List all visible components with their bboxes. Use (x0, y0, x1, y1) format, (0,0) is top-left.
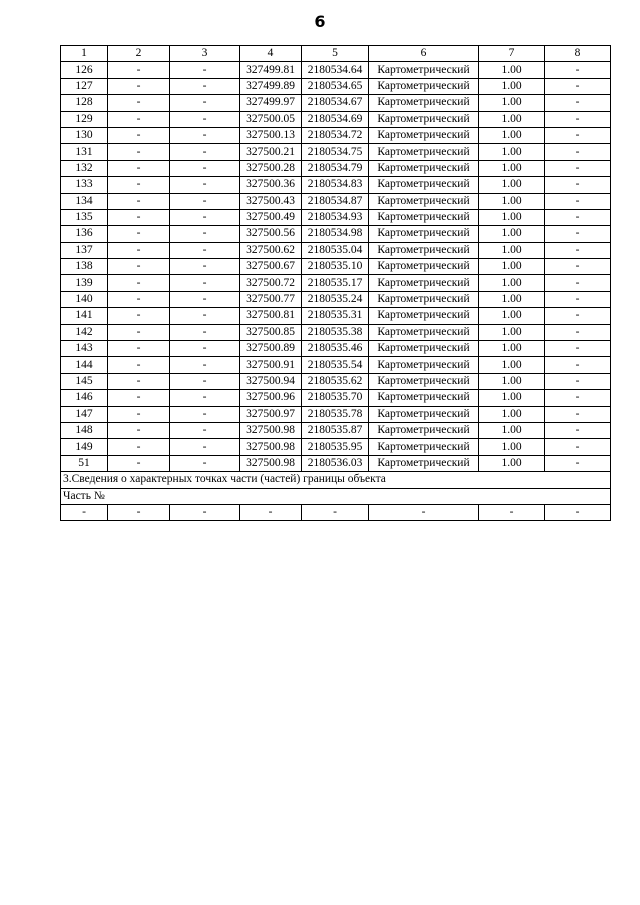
table-row (61, 111, 611, 127)
table-cell: - (170, 291, 240, 307)
table-row (61, 259, 611, 275)
table-cell: Картометрический (369, 259, 479, 275)
table-cell: - (545, 390, 611, 406)
table-row (61, 160, 611, 176)
table-row (61, 127, 611, 143)
table-cell: - (108, 62, 170, 78)
table-cell: Картометрический (369, 226, 479, 242)
table-cell: 2180535.31 (302, 308, 369, 324)
table-cell: - (108, 242, 170, 258)
table-cell: - (170, 324, 240, 340)
table-cell: 1.00 (479, 226, 545, 242)
table-cell: 2180535.46 (302, 341, 369, 357)
table-cell: Картометрический (369, 308, 479, 324)
table-row (61, 275, 611, 291)
table-cell: 140 (61, 291, 108, 307)
table-cell: 2180535.17 (302, 275, 369, 291)
table-row (61, 193, 611, 209)
table-row (61, 144, 611, 160)
table-cell: 8 (545, 46, 611, 62)
table-cell: 1.00 (479, 95, 545, 111)
table-cell: - (61, 504, 108, 520)
table-cell: - (108, 127, 170, 143)
table-cell: 130 (61, 127, 108, 143)
table-cell: Картометрический (369, 111, 479, 127)
section-title-row (61, 472, 611, 488)
table-cell: - (108, 439, 170, 455)
table-row (61, 308, 611, 324)
table-cell: - (108, 341, 170, 357)
table-cell: 3 (170, 46, 240, 62)
table-row (61, 291, 611, 307)
table-cell: 327500.21 (240, 144, 302, 160)
table-cell: - (545, 177, 611, 193)
table-cell: - (170, 373, 240, 389)
table-cell: - (545, 127, 611, 143)
table-cell: - (170, 259, 240, 275)
table-cell: 1.00 (479, 78, 545, 94)
coordinates-table (60, 45, 611, 521)
table-cell: 2180534.93 (302, 209, 369, 225)
table-cell: - (170, 144, 240, 160)
table-cell: - (545, 406, 611, 422)
table-cell: - (170, 111, 240, 127)
table-cell: - (170, 308, 240, 324)
table-cell: Картометрический (369, 373, 479, 389)
part-label-row (61, 488, 611, 504)
table-cell: - (545, 308, 611, 324)
table-cell: - (108, 275, 170, 291)
table-cell: 2180534.79 (302, 160, 369, 176)
table-cell: 2180534.72 (302, 127, 369, 143)
table-cell: - (170, 439, 240, 455)
table-cell: Картометрический (369, 95, 479, 111)
table-cell: 1.00 (479, 177, 545, 193)
table-cell: - (479, 504, 545, 520)
table-cell: 126 (61, 62, 108, 78)
table-cell: 327499.97 (240, 95, 302, 111)
table-cell: - (369, 504, 479, 520)
table-cell: 132 (61, 160, 108, 176)
table-cell: - (170, 390, 240, 406)
table-cell: 2180534.65 (302, 78, 369, 94)
table-cell: - (545, 324, 611, 340)
table-row (61, 62, 611, 78)
table-cell: - (545, 439, 611, 455)
table-cell: - (545, 242, 611, 258)
table-cell: - (170, 341, 240, 357)
table-cell: - (170, 275, 240, 291)
table-cell: 2180535.04 (302, 242, 369, 258)
part-label: Часть № (61, 488, 611, 504)
table-cell: 327500.05 (240, 111, 302, 127)
table-cell: 327500.81 (240, 308, 302, 324)
table-cell: 327500.67 (240, 259, 302, 275)
table-cell: - (170, 422, 240, 438)
table-row (61, 439, 611, 455)
table-cell: 2180534.75 (302, 144, 369, 160)
table-cell: - (108, 209, 170, 225)
table-cell: - (545, 209, 611, 225)
table-cell: 1.00 (479, 144, 545, 160)
table-cell: - (170, 95, 240, 111)
table-cell: 1.00 (479, 341, 545, 357)
table-cell: 327500.49 (240, 209, 302, 225)
table-cell: 1.00 (479, 193, 545, 209)
table-cell: 1.00 (479, 291, 545, 307)
table-cell: 2180534.83 (302, 177, 369, 193)
table-cell: - (170, 226, 240, 242)
table-cell: 1.00 (479, 390, 545, 406)
table-cell: 7 (479, 46, 545, 62)
table-cell: Картометрический (369, 62, 479, 78)
table-cell: 133 (61, 177, 108, 193)
table-cell: - (545, 111, 611, 127)
table-cell: 327500.43 (240, 193, 302, 209)
table-cell: 1.00 (479, 357, 545, 373)
table-cell: 327500.62 (240, 242, 302, 258)
table-cell: 135 (61, 209, 108, 225)
table-cell: Картометрический (369, 390, 479, 406)
table-cell: - (108, 160, 170, 176)
table-cell: Картометрический (369, 209, 479, 225)
table-cell: 2180534.69 (302, 111, 369, 127)
table-cell: - (545, 275, 611, 291)
table-cell: - (170, 193, 240, 209)
table-cell: 327500.56 (240, 226, 302, 242)
table-row (61, 209, 611, 225)
page-number: 6 (314, 12, 326, 31)
table-cell: - (108, 95, 170, 111)
table-cell: Картометрический (369, 324, 479, 340)
table-cell: - (170, 78, 240, 94)
table-cell: - (170, 504, 240, 520)
table-cell: - (545, 341, 611, 357)
table-cell: - (545, 422, 611, 438)
table-cell: 2180534.67 (302, 95, 369, 111)
table-cell: - (170, 62, 240, 78)
table-row (61, 406, 611, 422)
table-cell: - (302, 504, 369, 520)
table-cell: - (545, 193, 611, 209)
table-cell: Картометрический (369, 127, 479, 143)
table-cell: 1.00 (479, 242, 545, 258)
table-cell: 136 (61, 226, 108, 242)
table-cell: 4 (240, 46, 302, 62)
table-cell: 1.00 (479, 111, 545, 127)
table-row (61, 177, 611, 193)
table-cell: - (108, 308, 170, 324)
table-row (61, 242, 611, 258)
table-cell: - (170, 406, 240, 422)
table-cell: - (108, 406, 170, 422)
table-cell: 327500.98 (240, 439, 302, 455)
table-cell: 1.00 (479, 422, 545, 438)
table-cell: - (108, 144, 170, 160)
table-row (61, 455, 611, 471)
table-cell: - (170, 177, 240, 193)
table-header-row (61, 46, 611, 62)
table-cell: 131 (61, 144, 108, 160)
table-cell: 1.00 (479, 308, 545, 324)
table-cell: Картометрический (369, 291, 479, 307)
table-cell: 2180534.87 (302, 193, 369, 209)
table-cell: - (545, 95, 611, 111)
table-cell: - (170, 455, 240, 471)
table-cell: Картометрический (369, 455, 479, 471)
table-cell: - (545, 504, 611, 520)
table-cell: 1.00 (479, 373, 545, 389)
table-cell: 2180534.64 (302, 62, 369, 78)
table-cell: - (545, 357, 611, 373)
table-cell: - (170, 127, 240, 143)
table-cell: 2180535.95 (302, 439, 369, 455)
table-cell: - (545, 78, 611, 94)
table-cell: 134 (61, 193, 108, 209)
table-cell: - (545, 291, 611, 307)
table-cell: Картометрический (369, 177, 479, 193)
table-cell: - (108, 259, 170, 275)
table-cell: 2180535.78 (302, 406, 369, 422)
table-cell: 327500.91 (240, 357, 302, 373)
table-cell: - (170, 242, 240, 258)
table-cell: Картометрический (369, 439, 479, 455)
table-cell: 149 (61, 439, 108, 455)
table-cell: 142 (61, 324, 108, 340)
table-cell: 5 (302, 46, 369, 62)
table-cell: 2180535.24 (302, 291, 369, 307)
table-cell: Картометрический (369, 242, 479, 258)
table-cell: 1.00 (479, 455, 545, 471)
table-cell: 145 (61, 373, 108, 389)
table-cell: Картометрический (369, 160, 479, 176)
table-row (61, 95, 611, 111)
table-cell: 327500.28 (240, 160, 302, 176)
table-cell: - (240, 504, 302, 520)
table-cell: - (108, 357, 170, 373)
table-cell: 51 (61, 455, 108, 471)
table-cell: Картометрический (369, 275, 479, 291)
table-cell: 2 (108, 46, 170, 62)
table-row (61, 78, 611, 94)
table-cell: 146 (61, 390, 108, 406)
table-row (61, 422, 611, 438)
table-cell: - (545, 62, 611, 78)
section-title: 3.Сведения о характерных точках части (частей) границы объекта (61, 472, 611, 488)
table-cell: 2180536.03 (302, 455, 369, 471)
table-cell: 148 (61, 422, 108, 438)
table-cell: 141 (61, 308, 108, 324)
table-cell: - (545, 160, 611, 176)
table-cell: - (170, 160, 240, 176)
table-cell: 1 (61, 46, 108, 62)
table-cell: - (108, 226, 170, 242)
table-cell: Картометрический (369, 357, 479, 373)
table-row (61, 226, 611, 242)
table-cell: 147 (61, 406, 108, 422)
table-cell: - (545, 455, 611, 471)
table-cell: 1.00 (479, 275, 545, 291)
table-cell: 143 (61, 341, 108, 357)
table-cell: 327500.13 (240, 127, 302, 143)
table-cell: - (108, 291, 170, 307)
table-row (61, 341, 611, 357)
table-cell: 327500.98 (240, 455, 302, 471)
table-row (61, 373, 611, 389)
table-cell: - (108, 504, 170, 520)
table-cell: 327499.89 (240, 78, 302, 94)
table-cell: 127 (61, 78, 108, 94)
table-cell: 1.00 (479, 209, 545, 225)
table-cell: 1.00 (479, 259, 545, 275)
table-row (61, 390, 611, 406)
table-cell: - (108, 78, 170, 94)
table-cell: 327499.81 (240, 62, 302, 78)
table-cell: Картометрический (369, 144, 479, 160)
table-cell: 1.00 (479, 160, 545, 176)
table-cell: 139 (61, 275, 108, 291)
table-cell: Картометрический (369, 78, 479, 94)
table-cell: 1.00 (479, 127, 545, 143)
table-cell: 327500.89 (240, 341, 302, 357)
table-cell: - (108, 111, 170, 127)
table-cell: - (108, 390, 170, 406)
table-cell: 2180535.70 (302, 390, 369, 406)
table-cell: 128 (61, 95, 108, 111)
table-cell: - (108, 193, 170, 209)
table-cell: 1.00 (479, 62, 545, 78)
table-cell: 327500.96 (240, 390, 302, 406)
table-cell: Картометрический (369, 341, 479, 357)
table-cell: - (108, 373, 170, 389)
table-cell: - (545, 373, 611, 389)
table-row (61, 357, 611, 373)
table-cell: 2180535.54 (302, 357, 369, 373)
table-cell: 2180535.62 (302, 373, 369, 389)
table-cell: 129 (61, 111, 108, 127)
table-cell: Картометрический (369, 193, 479, 209)
table-cell: 2180535.87 (302, 422, 369, 438)
table-cell: 327500.72 (240, 275, 302, 291)
table-cell: Картометрический (369, 406, 479, 422)
table-cell: 2180535.10 (302, 259, 369, 275)
table-cell: 327500.94 (240, 373, 302, 389)
table-cell: Картометрический (369, 422, 479, 438)
table-cell: - (545, 259, 611, 275)
table-cell: 6 (369, 46, 479, 62)
table-cell: 1.00 (479, 406, 545, 422)
table-cell: - (545, 144, 611, 160)
table-cell: 327500.36 (240, 177, 302, 193)
table-row (61, 324, 611, 340)
table-cell: 1.00 (479, 324, 545, 340)
table-cell: - (170, 357, 240, 373)
table-cell: - (108, 324, 170, 340)
table-cell: 2180534.98 (302, 226, 369, 242)
table-cell: - (170, 209, 240, 225)
table-cell: 1.00 (479, 439, 545, 455)
table-cell: 327500.77 (240, 291, 302, 307)
table-cell: - (545, 226, 611, 242)
table-cell: 327500.98 (240, 422, 302, 438)
table-cell: - (108, 422, 170, 438)
table-cell: 138 (61, 259, 108, 275)
table-cell: 327500.85 (240, 324, 302, 340)
table-cell: 327500.97 (240, 406, 302, 422)
part-row (61, 504, 611, 520)
table-cell: - (108, 455, 170, 471)
table-cell: - (108, 177, 170, 193)
table-cell: 2180535.38 (302, 324, 369, 340)
table-cell: 144 (61, 357, 108, 373)
table-cell: 137 (61, 242, 108, 258)
